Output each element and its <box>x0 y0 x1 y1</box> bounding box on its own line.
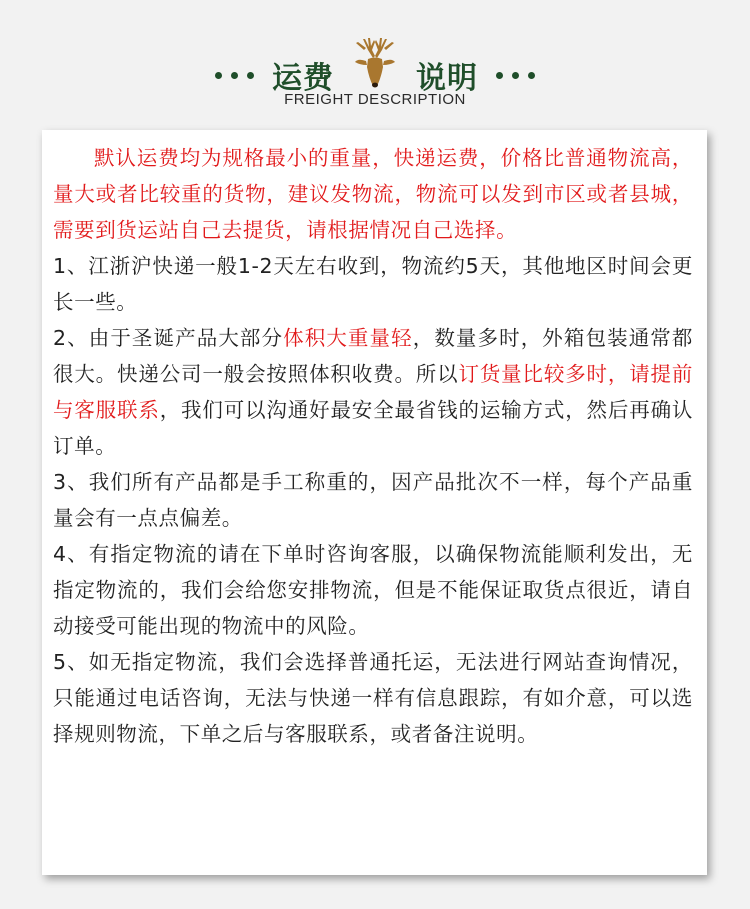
item-1: 1、江浙沪快递一般1-2天左右收到，物流约5天，其他地区时间会更长一些。 <box>53 254 693 314</box>
item-2-text-a: 2、由于圣诞产品大部分 <box>53 326 284 350</box>
item-2-text-c: ，数量多时，外箱包装通常都很大。快递公司一般会按照体积收费。所以 <box>53 326 693 386</box>
item-3: 3、我们所有产品都是手工称重的，因产品批次不一样，每个产品重量会有一点点偏差。 <box>53 470 693 530</box>
header <box>0 0 750 120</box>
title-left: 运费 <box>272 61 334 96</box>
title-right: 说明 <box>416 61 478 96</box>
deer-head-icon <box>346 34 404 96</box>
item-2 <box>53 320 693 464</box>
left-dots <box>215 72 254 79</box>
item-2-highlight-volume: 体积大重量轻 <box>283 326 413 350</box>
item-2-text-e: ，我们可以沟通好最安全最省钱的运输方式，然后再确认订单。 <box>53 398 694 458</box>
item-4: 4、有指定物流的请在下单时咨询客服，以确保物流能顺利发出，无指定物流的，我们会给您安排物流，但是不能保证取货点很近，请自动接受可能出现的物流中的风险。 <box>53 542 693 638</box>
subtitle: FREIGHT DESCRIPTION <box>284 91 466 108</box>
item-2-highlight-contact: 订货量比较多时，请提前与客服联系 <box>53 362 693 422</box>
right-dots <box>496 72 535 79</box>
item-5: 5、如无指定物流，我们会选择普通托运，无法进行网站查询情况，只能通过电话咨询，无法与快递一样有信息跟踪，有如介意，可以选择规则物流，下单之后与客服联系，或者备注说明。 <box>53 650 693 746</box>
intro-paragraph: 默认运费均为规格最小的重量，快递运费，价格比普通物流高，量大或者比较重的货物，建议发物流，物流可以发到市区或者县城，需要到货运站自己去提货，请根据情况自己选择。 <box>53 146 693 242</box>
content-text <box>53 140 693 752</box>
